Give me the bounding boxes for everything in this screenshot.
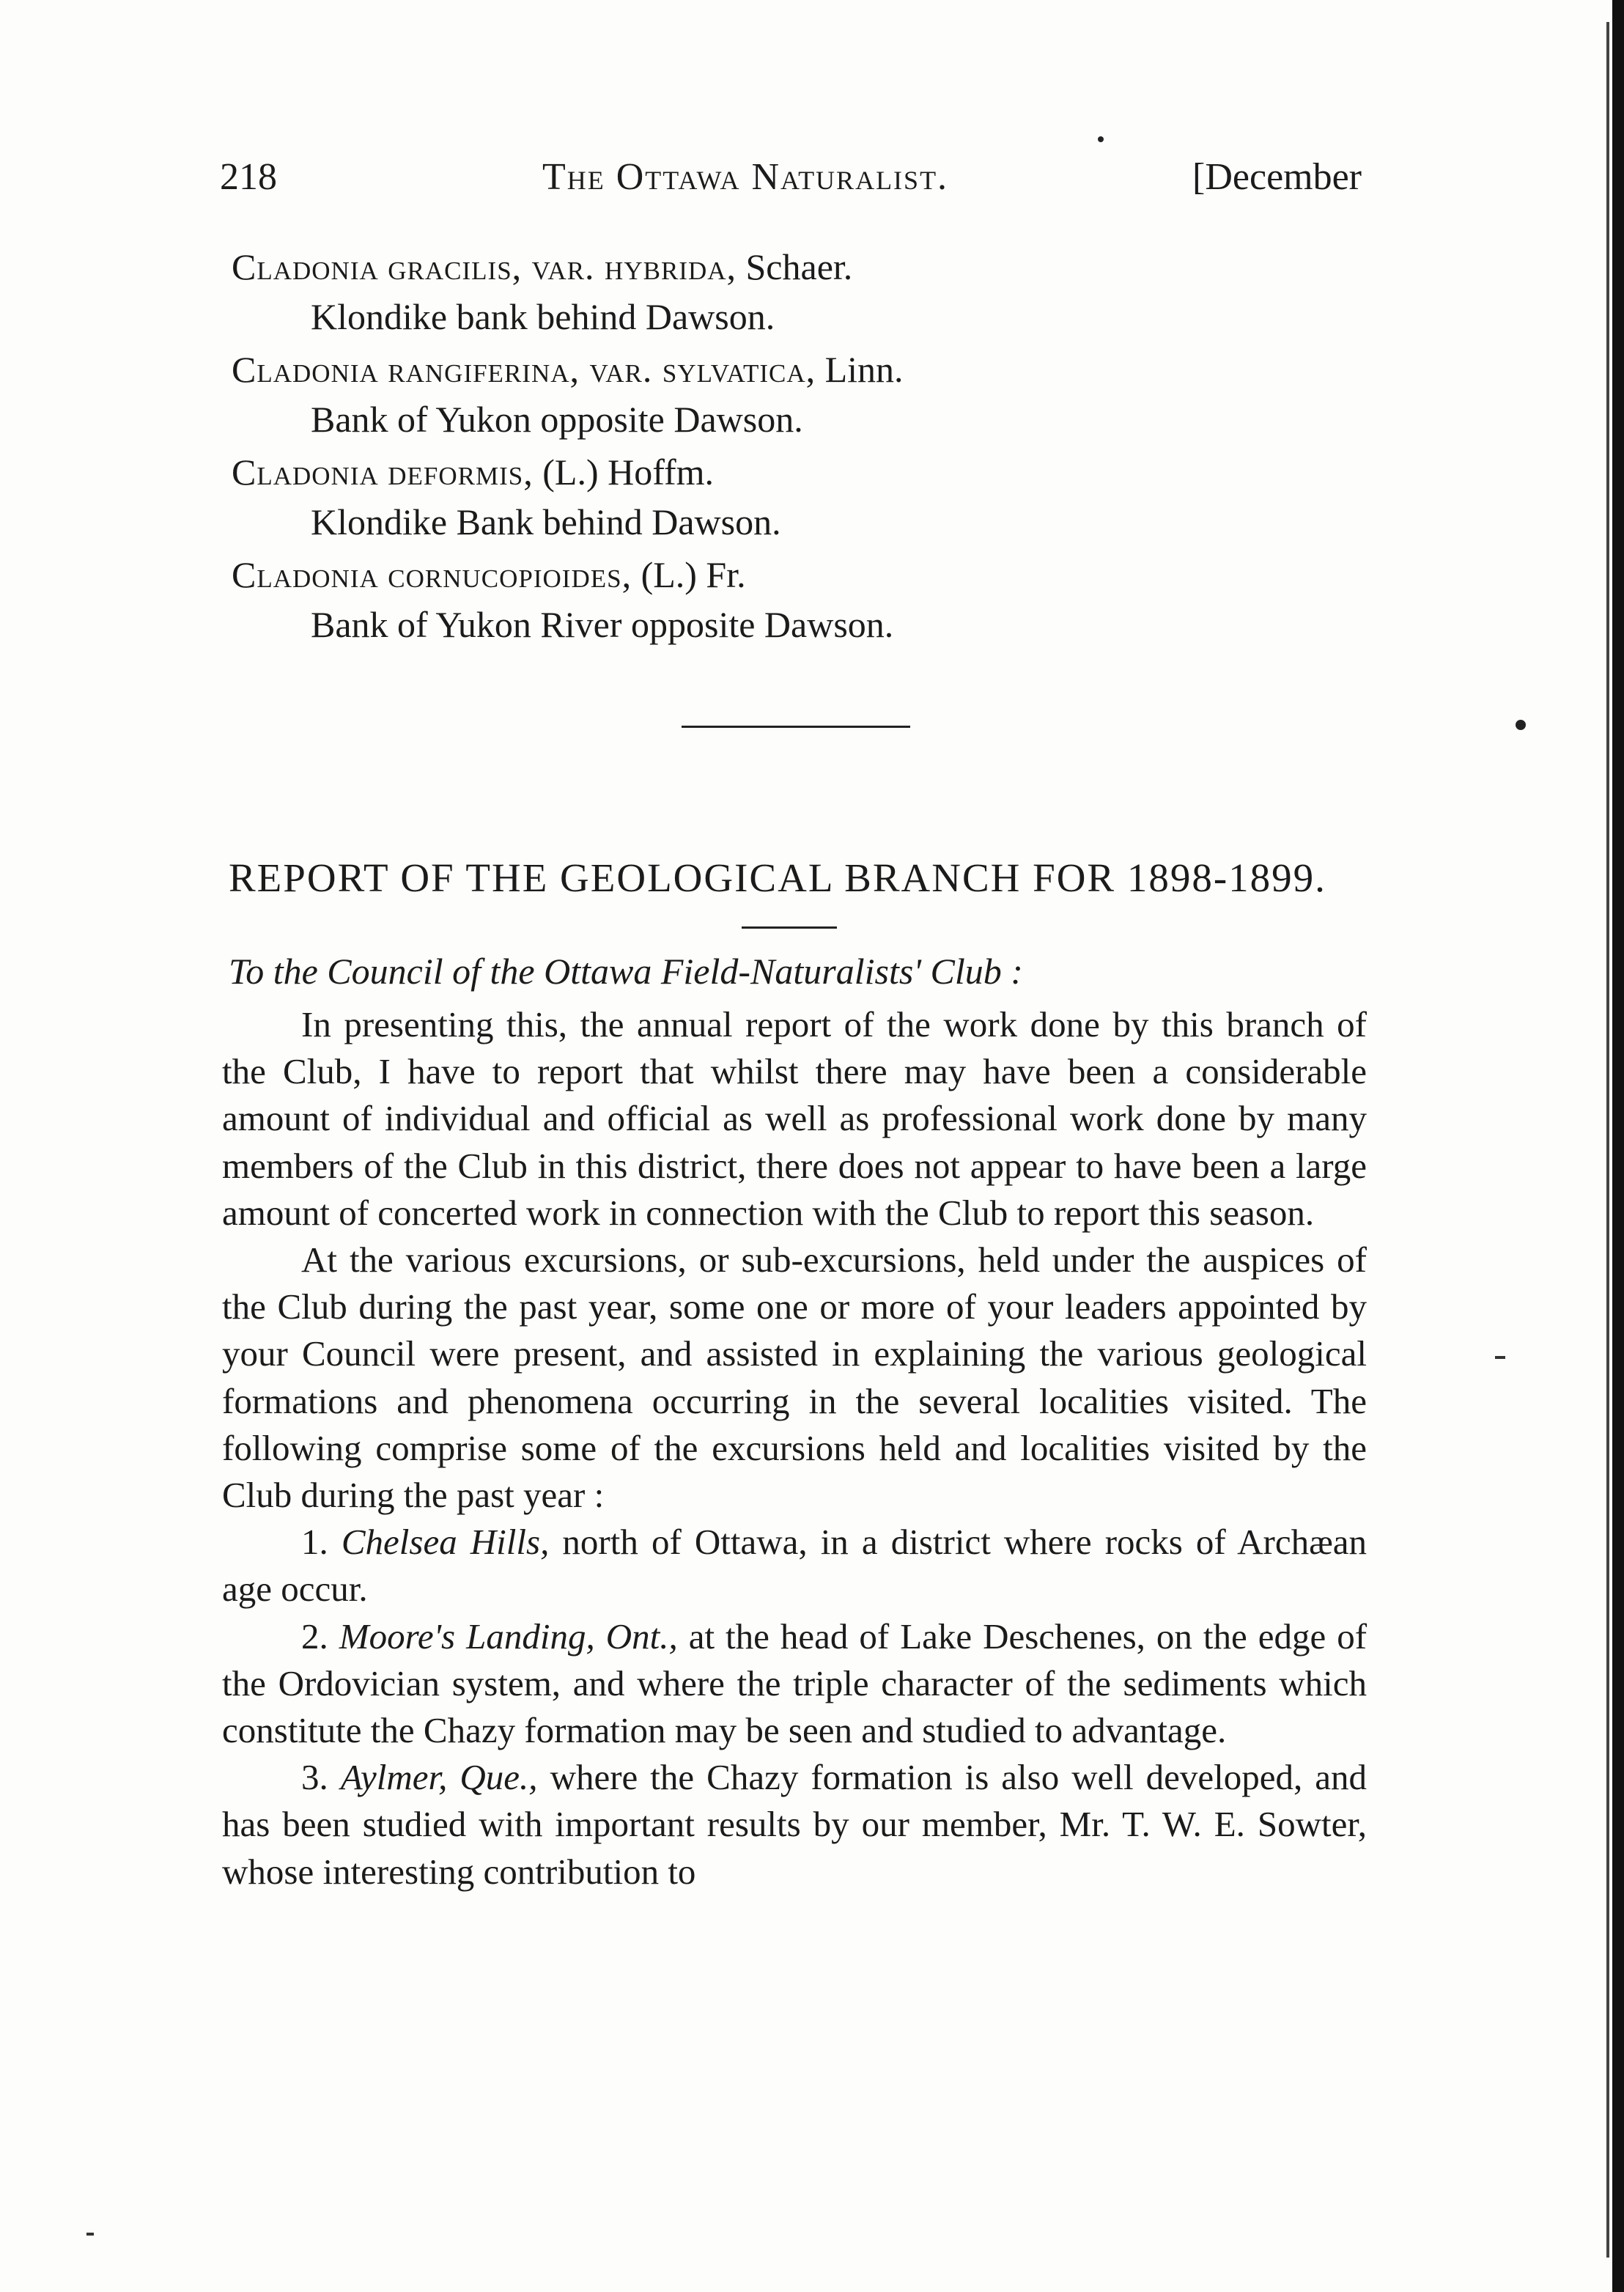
scan-speck [1098,136,1104,142]
species-locality: Bank of Yukon River opposite Dawson. [311,604,894,645]
report-body [222,1001,1367,1895]
item-text: where the Chazy formation is also well developed, and has been studied with important results by our member, Mr. T. W. E. Sowter, whose interesting contribution to [222,1757,1368,1892]
species-name [232,447,1375,497]
author: (L.) Hoffm. [542,452,714,493]
epithet: deformis, [388,452,534,493]
scan-edge-shadow [1612,0,1624,2292]
author: (L.) Fr. [641,554,746,595]
journal-title: The Ottawa Naturalist. [542,156,949,198]
page-number: 218 [220,156,277,198]
species-name [232,344,1375,394]
running-header [220,155,1362,207]
author: Schaer. [745,246,853,287]
author: Linn. [824,349,904,390]
species-entry [232,550,1375,649]
species-locality: Klondike bank behind Dawson. [311,296,775,337]
paragraph: At the various excursions, or sub-excursions, held under the auspices of the Club during the past year, some one or more of your leaders appointed by your Council were present, and assisted in explaining the various geological formations and phenomena occurring in the several localities visited. The following comprise some of the excursions held and localities visited by the Club during the past year : [222,1239,1367,1516]
salutation: To the Council of the Ottawa Field-Naturalists' Club : [229,951,1023,992]
report-title: REPORT OF THE GEOLOGICAL BRANCH FOR 1898-1899. [229,855,1326,900]
item-place: Aylmer, Que., [340,1757,538,1798]
scan-speck [86,2233,94,2236]
issue-month: [December [1192,156,1362,198]
item-number: 3. [301,1757,328,1798]
item-number: 1. [301,1522,328,1563]
title-underline [742,926,837,929]
item-place: Chelsea Hills, [341,1522,550,1563]
genus: Cladonia [232,246,379,287]
epithet: rangiferina, var. sylvatica, [388,349,816,390]
species-entry [232,344,1375,444]
scan-speck [1516,720,1526,730]
genus: Cladonia [232,349,379,390]
species-entry [232,242,1375,342]
item-number: 2. [301,1615,328,1657]
species-locality: Klondike Bank behind Dawson. [311,501,781,542]
species-name [232,550,1375,600]
list-item [222,1754,1367,1895]
item-text: north of Ottawa, in a district where rocks of Archæan age occur. [222,1522,1367,1610]
species-locality: Bank of Yukon opposite Dawson. [311,399,803,440]
list-item [222,1519,1367,1613]
species-name [232,242,1375,292]
scan-edge-line [1606,22,1609,2258]
list-item [222,1613,1367,1755]
item-text: at the head of Lake Deschenes, on the edge of the Ordovician system, and where the triple character of the sediments which constitute the Chazy formation may be seen and studied to advantage. [222,1615,1368,1751]
species-entry [232,447,1375,547]
genus: Cladonia [232,554,379,595]
paragraph: In presenting this, the annual report of the work done by this branch of the Club, I have to report that whilst there may have been a considerable amount of individual and official as well as professional work done by many members of the Club in this district, there does not appear to have been a large amount of concerted work in connection with the Club to report this season. [222,1004,1367,1233]
epithet: cornucopioides, [388,554,632,595]
scan-speck [1495,1356,1505,1359]
section-divider [682,726,910,728]
genus: Cladonia [232,452,379,493]
epithet: gracilis, var. hybrida, [388,246,737,287]
item-place: Moore's Landing, Ont., [339,1615,678,1657]
